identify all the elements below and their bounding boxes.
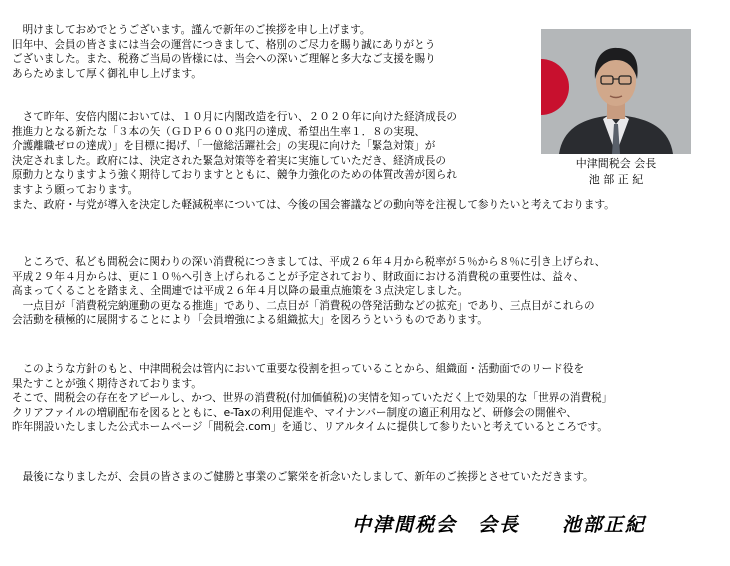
text-line: 原動力となりますよう強く期待しておりますとともに、競争力強化のための体質改善が図られ bbox=[12, 169, 457, 182]
text-line: あらためまして厚く御礼申し上げます。 bbox=[12, 67, 202, 80]
text-line: 果たすことが強く期待されております。 bbox=[12, 377, 202, 390]
text-line: 旧年中、会員の皆さまには当会の運営につきまして、格別のご尽力を賜り誠にありがとう bbox=[12, 38, 436, 51]
signature: 中津間税会 会長 池部正紀 bbox=[352, 514, 647, 536]
text-line: 平成２９年４月からは、更に１０％へ引き上げられることが予定されており、財政面における消費税の重要性は、益々、 bbox=[12, 270, 585, 283]
text-line: 介護離職ゼロの達成）」を目標に掲げ、「一億総活躍社会」の実現に向けた「緊急対策」が bbox=[12, 140, 436, 153]
president-photo bbox=[541, 29, 691, 154]
text-line: そこで、間税会の存在をアピールし、かつ、世界の消費税(付加価値税)の実情を知っていただく上で効果的な「世界の消費税」 bbox=[12, 392, 613, 405]
text-line: 最後になりましたが、会員の皆さまのご健勝と事業のご繁栄を祈念いたしまして、新年のご挨拶とさせていただきます。 bbox=[12, 471, 594, 483]
photo-caption-name: 池 部 正 紀 bbox=[588, 173, 644, 186]
text-line: ますよう願っております。 bbox=[12, 183, 139, 196]
portrait-illustration bbox=[541, 29, 691, 154]
paragraph-consumption-tax bbox=[12, 255, 605, 328]
text-line: クリアファイルの増刷配布を図るとともに、e-Taxの利用促進や、マイナンバー制度の適正利用など、研修会の開催や、 bbox=[12, 406, 578, 419]
text-line: 高まってくることを踏まえ、全間連では平成２６年４月以降の最重点施策を３点決定しました。 bbox=[12, 285, 469, 298]
paragraph-closing bbox=[12, 470, 594, 485]
text-line: 一点目が「消費税完納運動の更なる推進」であり、二点目が「消費税の啓発活動などの拡充」であり、三点目がこれらの bbox=[12, 299, 595, 312]
text-line: さて昨年、安倍内閣においては、１０月に内閣改造を行い、２０２０年に向けた経済成長の bbox=[12, 111, 457, 123]
text-line: ところで、私ども間税会に関わりの深い消費税につきましては、平成２６年４月から税率が５％から８％に引き上げられ、 bbox=[12, 256, 606, 268]
paragraph-economy bbox=[12, 110, 615, 212]
text-line: 会活動を積極的に展開することにより「会員増強による組織拡大」を図ろうというものであります。 bbox=[12, 314, 488, 327]
paragraph-activities bbox=[12, 362, 612, 435]
text-line: 昨年開設いたしました公式ホームページ「間税会.com」を通じ、リアルタイムに提供して参りたいと考えているところです。 bbox=[12, 421, 608, 434]
photo-caption-title: 中津間税会 会長 bbox=[575, 157, 657, 170]
paragraph-greeting bbox=[12, 23, 436, 81]
text-line: 推進力となる新たな「３本の矢（ＧＤＰ６００兆円の達成、希望出生率１．８の実現、 bbox=[12, 125, 426, 138]
text-line: 決定されました。政府には、決定された緊急対策等を着実に実施していただき、経済成長の bbox=[12, 154, 446, 167]
text-line: また、政府・与党が導入を決定した軽減税率については、今後の国会審議などの動向等を注視して参りたいと考えております。 bbox=[12, 198, 615, 211]
text-line: ございました。また、税務ご当局の皆様には、当会への深いご理解と多大なご支援を賜り bbox=[12, 53, 436, 66]
text-line: 明けましておめでとうございます。謹んで新年のご挨拶を申し上げます。 bbox=[12, 24, 371, 36]
text-line: このような方針のもと、中津間税会は管内において重要な役割を担っていることから、組織面・活動面でのリード役を bbox=[12, 363, 585, 375]
